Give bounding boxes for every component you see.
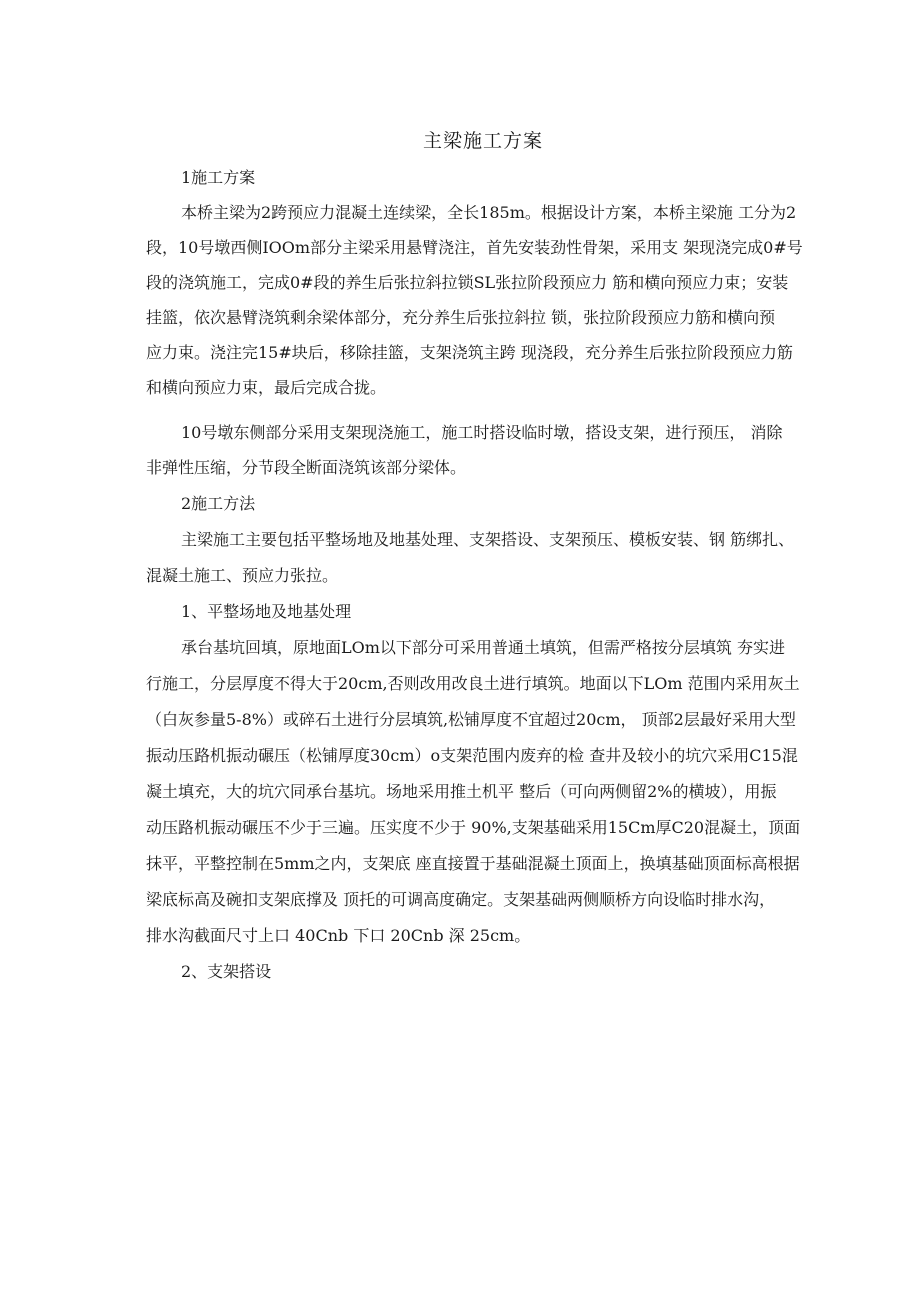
paragraph-line: 非弹性压缩，分节段全断面浇筑该部分梁体。 [146,458,467,477]
section-heading: 1施工方案 [181,168,256,187]
paragraph-line: 行施工，分层厚度不得大于20cm,否则改用改良土进行填筑。地面以下LOm 范围内采用灰土 [146,674,800,693]
paragraph-line: 承台基坑回填，原地面LOm以下部分可采用普通土填筑，但需严格按分层填筑 夯实进 [181,638,786,657]
paragraph-line: 凝土填充，大的坑穴同承台基坑。场地采用推土机平 整后（可向两侧留2%的横坡），用振 [146,782,777,801]
paragraph-line: 本桥主梁为2跨预应力混凝土连续梁，全长185m。根据设计方案，本桥主梁施 工分为2 [181,203,797,222]
section-heading: 2施工方法 [181,494,256,513]
paragraph-line: 混凝土施工、预应力张拉。 [146,566,339,585]
paragraph-line: 梁底标高及碗扣支架底撑及 顶托的可调高度确定。支架基础两侧顺桥方向设临时排水沟， [146,890,776,909]
paragraph-line: 10号墩东侧部分采用支架现浇施工，施工时搭设临时墩，搭设支架，进行预压， 消除 [181,423,783,442]
paragraph-line: 主梁施工主要包括平整场地及地基处理、支架搭设、支架预压、模板安装、钢 筋绑扎、 [181,530,795,549]
paragraph-line: 挂篮，依次悬臂浇筑剩余梁体部分，充分养生后张拉斜拉 锁，张拉阶段预应力筋和横向预 [146,308,776,327]
paragraph-line: 段的浇筑施工，完成0#段的养生后张拉斜拉锁SL张拉阶段预应力 筋和横向预应力束；安装 [146,273,789,292]
page-title: 主梁施工方案 [422,130,543,152]
paragraph-line: 应力束。浇注完15#块后，移除挂篮，支架浇筑主跨 现浇段，充分养生后张拉阶段预应力筋 [146,343,793,362]
subsection-heading: 2、支架搭设 [181,962,272,981]
paragraph-line: 振动压路机振动碾压（松铺厚度30cm）o支架范围内废弃的检 查井及较小的坑穴采用C15混 [146,746,798,765]
paragraph-line: 排水沟截面尺寸上口 40Cnb 下口 20Cnb 深 25cm。 [146,926,531,945]
paragraph-line: 动压路机振动碾压不少于三遍。压实度不少于 90%,支架基础采用15Cm厚C20混凝土，顶面 [146,818,801,837]
paragraph-line: （白灰参量5-8%）或碎石土进行分层填筑,松铺厚度不宜超过20cm， 顶部2层最好采用大型 [146,710,796,729]
paragraph-line: 抹平，平整控制在5mm之内，支架底 座直接置于基础混凝土顶面上，换填基础顶面标高根据 [146,854,800,873]
paragraph-line: 段，10号墩西侧IOOm部分主梁采用悬臂浇注，首先安装劲性骨架，采用支 架现浇完成0#号 [146,238,803,257]
paragraph-line: 和横向预应力束，最后完成合拢。 [146,378,387,397]
subsection-heading: 1、平整场地及地基处理 [181,602,352,621]
